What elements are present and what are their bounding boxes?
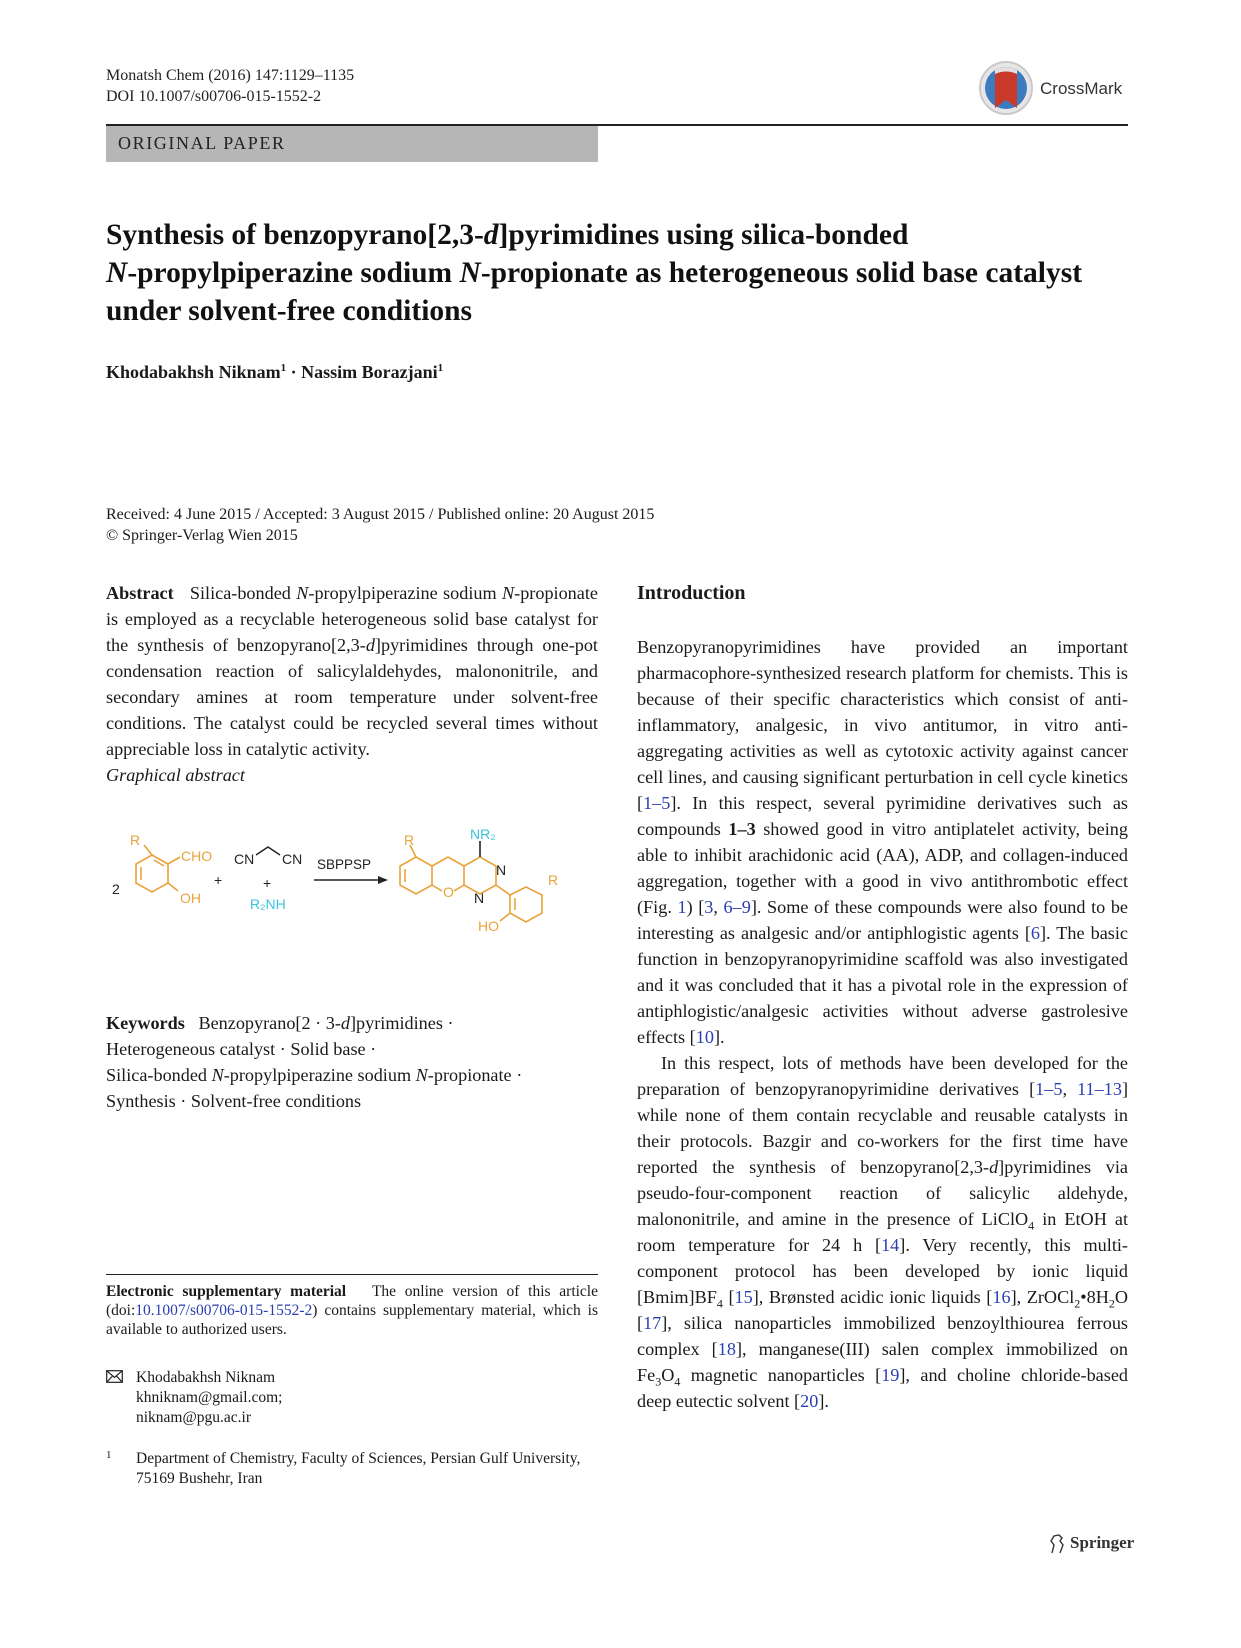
affiliation-marker: 1 — [437, 362, 444, 374]
body-text: in EtOH at room temperature for 24 h [ — [637, 1209, 1128, 1255]
ga-plus: + — [214, 872, 223, 888]
body-text: showed good in vitro antiplatelet activity, being able to inhibit arachidonic acid (AA), ADP, and collagen-induced aggregation, together with a good in vivo antithrombotic effect (Fig. — [637, 819, 1128, 917]
abstract-italic: N — [502, 583, 515, 603]
author-separator: · — [286, 362, 302, 382]
abstract-italic: N — [296, 583, 309, 603]
introduction-section — [637, 580, 1128, 1414]
doi-line: DOI 10.1007/s00706-015-1552-2 — [106, 88, 322, 105]
ga-o-atom: O — [443, 884, 454, 900]
journal-line: Monatsh Chem (2016) 147:1129–1135 — [106, 67, 355, 84]
section-heading: Introduction — [637, 582, 746, 604]
compound-numbers: 1–3 — [728, 819, 756, 839]
citation-link[interactable]: 6–9 — [723, 897, 751, 917]
keywords-line — [106, 1010, 598, 1036]
ga-r-substituent: R — [130, 832, 141, 848]
keyword-italic: N — [415, 1065, 428, 1085]
title-text: ]pyrimidines using silica-bonded — [498, 219, 909, 251]
ga-amine-label: R₂NH — [250, 896, 286, 912]
body-text: ], manganese(III) salen complex immobilized on Fe — [637, 1339, 1128, 1385]
keyword: Silica-bonded — [106, 1065, 212, 1085]
body-text: ]. The basic function in benzopyranopyrimidine scaffold was also investigated and it was concluded that it has a pivotal role in the expression of antiphlogistic/analgesic activities without adverse gastrolesive effects [ — [637, 923, 1129, 1047]
keyword-separator: · — [511, 1065, 523, 1085]
keyword-separator: · — [175, 1091, 191, 1111]
section-label: ORIGINAL PAPER — [118, 133, 286, 153]
body-text: [ — [722, 1287, 735, 1307]
body-text: ] while none of them contain recyclable and reusable catalysts in their protocols. Bazgir and co-workers for the first time have reported the synthesis of benzopyrano[2,3- — [637, 1079, 1128, 1177]
body-text: ], and choline chloride-based deep eutectic solvent [ — [637, 1365, 1128, 1411]
body-text: magnetic nanoparticles [ — [680, 1365, 882, 1385]
ga-cn-left: CN — [234, 851, 255, 867]
body-text: ]. Very recently, this multi-component protocol has been developed by ionic liquid [Bmim]BF — [637, 1235, 1128, 1307]
title-text: -propylpiperazine sodium — [127, 257, 460, 289]
citation-link[interactable]: 10 — [695, 1027, 714, 1047]
ga-coefficient: 2 — [112, 881, 120, 897]
ga-catalyst-label: SBPPSP — [317, 857, 372, 872]
esm-text: ) contains supplementary material, which is available to authorized users. — [106, 1302, 598, 1338]
publisher-name: Springer — [1070, 1533, 1135, 1552]
ga-n-atom: N — [496, 862, 507, 878]
ga-plus: + — [263, 875, 272, 891]
malononitrile-bond — [256, 847, 280, 855]
body-text: , — [713, 897, 724, 917]
section-banner — [106, 126, 598, 162]
subscript: 4 — [674, 1374, 681, 1389]
keywords-section — [106, 1010, 598, 1114]
body-text: Benzopyranopyrimidines have provided an important pharmacophore-synthesized research platform for chemists. This is because of their specific characteristics which consist of anti-inflammatory, analgesic, in vivo antitumor, in vitro anti-aggregating activities as well as cytotoxic activity against cancer cell lines, and causing significant perturbation in cell cycle kinetics [ — [637, 637, 1128, 813]
arrow-head-icon — [378, 876, 388, 884]
history-line: Received: 4 June 2015 / Accepted: 3 August 2015 / Published online: 20 August 2015 — [106, 506, 655, 523]
title-text: -propionate as heterogeneous solid base catalyst under solvent-free conditions — [106, 257, 1083, 327]
subscript: 2 — [1074, 1296, 1081, 1311]
ga-nr2-label: NR₂ — [470, 827, 496, 842]
body-text: O [ — [637, 1287, 1129, 1333]
keyword-separator: · — [275, 1039, 291, 1059]
abstract-heading: Abstract — [106, 583, 174, 603]
subscript: 4 — [1028, 1218, 1035, 1233]
keyword: -propionate — [427, 1065, 512, 1085]
abstract-italic: d — [365, 635, 375, 655]
footnote-rule — [106, 1274, 598, 1275]
springer-horse-icon — [1048, 1533, 1066, 1555]
title-text: Synthesis of benzopyrano[2,3- — [106, 219, 484, 251]
citation-link[interactable]: 3 — [704, 897, 714, 917]
citation-link[interactable]: 20 — [800, 1391, 819, 1411]
keywords-line — [106, 1088, 598, 1114]
citation-link[interactable]: 18 — [717, 1339, 736, 1359]
keyword: Solvent-free conditions — [190, 1091, 362, 1111]
keyword: Solid base — [290, 1039, 366, 1059]
affiliation-text: Department of Chemistry, Faculty of Sciences, Persian Gulf University, 75169 Bushehr, Iran — [136, 1450, 581, 1487]
author-list — [106, 362, 443, 383]
citation-link[interactable]: 16 — [992, 1287, 1011, 1307]
affiliation-number: 1 — [106, 1449, 112, 1461]
citation-link[interactable]: 6 — [1030, 923, 1040, 943]
citation-link[interactable]: 19 — [881, 1365, 900, 1385]
keyword-italic: d — [340, 1013, 350, 1033]
ga-cn-right: CN — [282, 851, 303, 867]
title-italic: N — [459, 257, 481, 289]
keyword-italic: N — [211, 1065, 224, 1085]
ga-ho-label: HO — [478, 918, 499, 934]
publication-dates — [106, 504, 654, 546]
body-text: ]. In this respect, several pyrimidine derivatives such as compounds — [637, 793, 1128, 839]
keywords-heading: Keywords — [106, 1013, 185, 1033]
abstract-text: -propionate is employed as a recyclable heterogeneous solid base catalyst for the synthesis of benzopyrano[2,3- — [106, 583, 598, 655]
abstract-text: ]pyrimidines through one-pot condensation reaction of salicylaldehydes, malononitrile, and secondary amines at room temperature under solvent-free conditions. The catalyst could be recycled several times without appreciable loss in catalytic activity. — [106, 635, 598, 759]
citation-link[interactable]: 1–5 — [1035, 1079, 1063, 1099]
keywords-line — [106, 1062, 598, 1088]
supplementary-note — [106, 1282, 598, 1339]
body-text: ]. Some of these compounds were also found to be interesting as analgesic and/or antiphlogistic agents [ — [637, 897, 1128, 943]
subscript: 3 — [655, 1374, 662, 1389]
body-text: •8H — [1080, 1287, 1109, 1307]
affiliation-marker: 1 — [280, 362, 287, 374]
graphical-abstract-scheme — [106, 827, 598, 957]
keyword: -propylpiperazine sodium — [223, 1065, 416, 1085]
body-text: ], Brønsted acidic ionic liquids [ — [752, 1287, 993, 1307]
body-text: ]. — [713, 1027, 725, 1047]
ga-product-r: R — [404, 832, 415, 848]
product-structure — [400, 841, 542, 922]
copyright-line: © Springer-Verlag Wien 2015 — [106, 527, 298, 544]
body-text: ) [ — [686, 897, 705, 917]
corresponding-name: Khodabakhsh Niknam — [136, 1369, 276, 1386]
citation-link[interactable]: 11–13 — [1077, 1079, 1122, 1099]
body-text: ], silica nanoparticles immobilized benzoylthiourea ferrous complex [ — [637, 1313, 1128, 1359]
journal-citation — [106, 65, 354, 107]
intro-paragraph — [637, 1050, 1128, 1414]
body-text: ]. — [818, 1391, 829, 1411]
crossmark-icon — [978, 60, 1034, 116]
citation-link[interactable]: 1–5 — [643, 793, 671, 813]
esm-text: The online version of this article (doi: — [106, 1283, 598, 1319]
esm-doi-link[interactable]: 10.1007/s00706-015-1552-2 — [135, 1302, 313, 1319]
subscript: 2 — [1108, 1296, 1115, 1311]
abstract-text: Silica-bonded — [189, 583, 297, 603]
body-text: O — [661, 1365, 675, 1385]
author-name[interactable]: Nassim Borazjani — [301, 362, 438, 382]
ga-aryl-r: R — [548, 872, 559, 888]
body-text: ], ZrOCl — [1010, 1287, 1075, 1307]
ga-cho-label: CHO — [181, 848, 213, 864]
abstract-text: -propylpiperazine sodium — [308, 583, 502, 603]
ga-oh-label: OH — [180, 890, 201, 906]
keywords-line — [106, 1036, 598, 1062]
subscript: 4 — [716, 1296, 723, 1311]
abstract-section — [106, 580, 598, 788]
ga-n-atom: N — [474, 890, 485, 906]
envelope-icon — [106, 1370, 123, 1383]
keyword: Heterogeneous catalyst — [106, 1039, 276, 1059]
citation-link[interactable]: 17 — [643, 1313, 662, 1333]
email-link[interactable]: khniknam@gmail.com; — [136, 1389, 283, 1406]
graphical-abstract-label: Graphical abstract — [106, 765, 245, 785]
salicylaldehyde-structure — [136, 845, 180, 892]
keyword-separator: · — [365, 1039, 377, 1059]
body-text: In this respect, lots of methods have been developed for the preparation of benzopyranopyrimidine derivatives [ — [637, 1053, 1128, 1099]
figure-link[interactable]: 1 — [677, 897, 687, 917]
keyword: ]pyrimidines — [349, 1013, 443, 1033]
body-italic: d — [989, 1157, 999, 1177]
email-link[interactable]: niknam@pgu.ac.ir — [136, 1409, 251, 1426]
citation-link[interactable]: 15 — [734, 1287, 753, 1307]
intro-paragraph — [637, 634, 1128, 1050]
abstract-paragraph — [106, 580, 598, 762]
body-text: , — [1062, 1079, 1078, 1099]
crossmark-label: CrossMark — [1040, 79, 1123, 98]
keyword-separator: · — [442, 1013, 454, 1033]
title-italic: N — [106, 257, 128, 289]
keyword: Benzopyrano[2 · 3- — [198, 1013, 341, 1033]
keyword: Synthesis — [106, 1091, 176, 1111]
body-text: ]pyrimidines via pseudo-four-component reaction of salicylic aldehyde, malononitrile, and amine in the presence of LiClO — [637, 1157, 1128, 1229]
paper-title — [106, 216, 1106, 330]
author-name[interactable]: Khodabakhsh Niknam — [106, 362, 281, 382]
esm-heading: Electronic supplementary material — [106, 1283, 347, 1300]
crossmark-badge[interactable] — [978, 60, 1128, 116]
citation-link[interactable]: 14 — [881, 1235, 900, 1255]
title-italic: d — [483, 219, 499, 251]
